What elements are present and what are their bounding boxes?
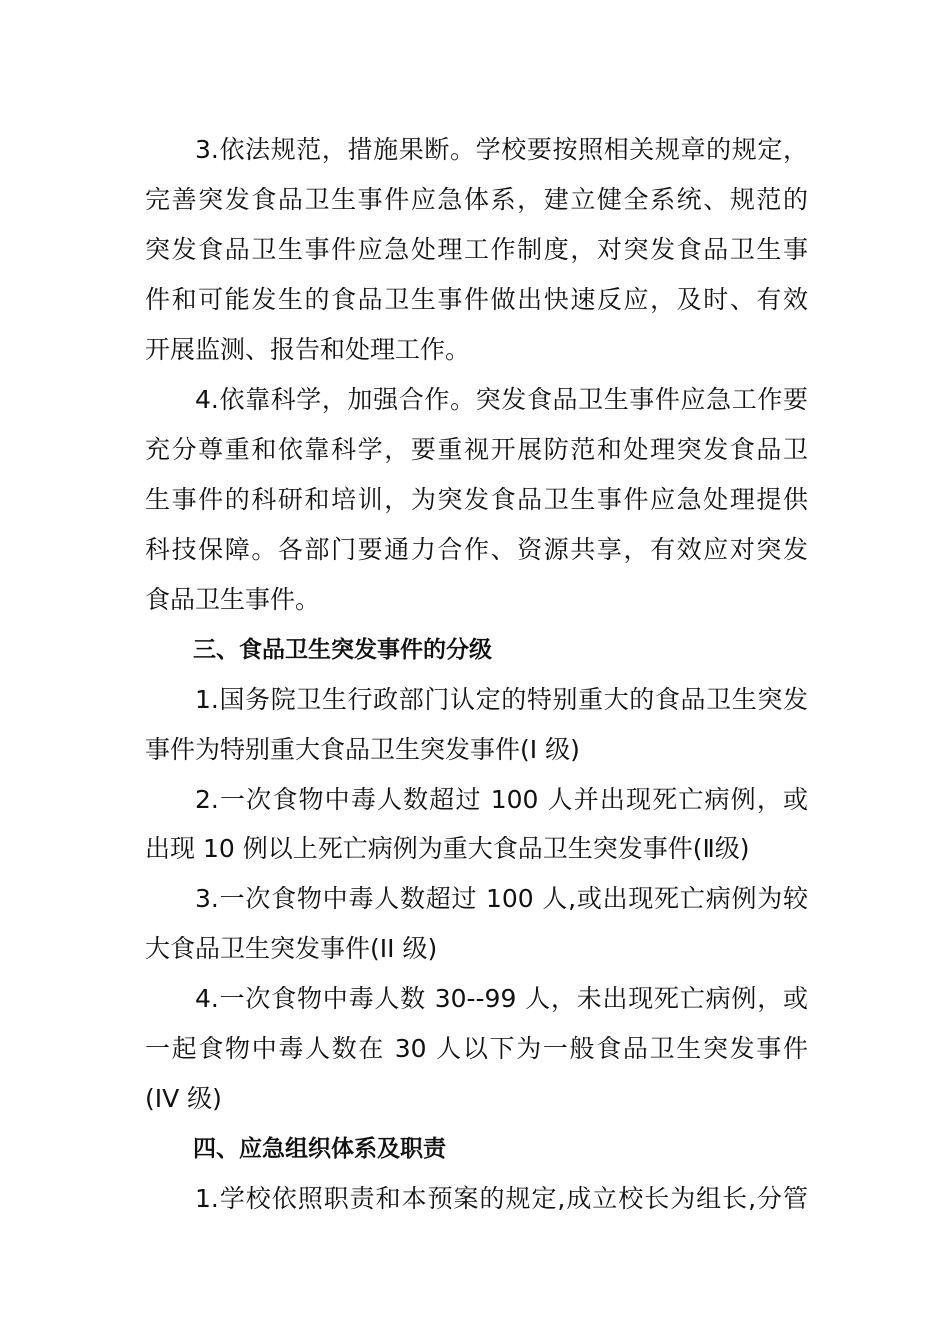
paragraph-3-line-4: 件和可能发生的食品卫生事件做出快速反应，及时、有效: [145, 285, 808, 314]
level-3-line-2: 大食品卫生突发事件(II 级): [145, 934, 438, 963]
paragraph-4-line-4: 科技保障。各部门要通力合作、资源共享，有效应对突发: [145, 535, 808, 564]
level-4-line-1: 4.一次食物中毒人数 30--99 人，未出现死亡病例，或: [195, 984, 808, 1013]
level-4-line-3: (IV 级): [145, 1084, 222, 1113]
paragraph-4-line-3: 生事件的科研和培训，为突发食品卫生事件应急处理提供: [145, 485, 808, 514]
paragraph-3-line-2: 完善突发食品卫生事件应急体系，建立健全系统、规范的: [145, 185, 808, 214]
level-2-line-2: 出现 10 例以上死亡病例为重大食品卫生突发事件(Ⅱ级): [145, 834, 750, 863]
level-2-line-1: 2.一次食物中毒人数超过 100 人并出现死亡病例，或: [195, 785, 808, 814]
paragraph-4-line-5: 食品卫生事件。: [145, 585, 321, 614]
paragraph-3-line-3: 突发食品卫生事件应急处理工作制度，对突发食品卫生事: [145, 235, 808, 264]
level-1-line-1: 1.国务院卫生行政部门认定的特别重大的食品卫生突发: [195, 685, 808, 714]
section-heading-3: 三、食品卫生突发事件的分级: [193, 637, 492, 663]
org-paragraph-line-1: 1.学校依照职责和本预案的规定,成立校长为组长,分管: [195, 1184, 808, 1213]
paragraph-3-line-5: 开展监测、报告和处理工作。: [145, 335, 471, 364]
paragraph-4-line-2: 充分尊重和依靠科学，要重视开展防范和处理突发食品卫: [145, 435, 808, 464]
level-1-line-2: 事件为特别重大食品卫生突发事件(I 级): [145, 735, 580, 764]
level-3-line-1: 3.一次食物中毒人数超过 100 人,或出现死亡病例为较: [195, 884, 808, 913]
section-heading-4: 四、应急组织体系及职责: [193, 1136, 446, 1162]
level-4-line-2: 一起食物中毒人数在 30 人以下为一般食品卫生突发事件: [145, 1034, 808, 1063]
paragraph-3-line-1: 3.依法规范，措施果断。学校要按照相关规章的规定，: [195, 135, 808, 164]
paragraph-4-line-1: 4.依靠科学，加强合作。突发食品卫生事件应急工作要: [195, 385, 808, 414]
